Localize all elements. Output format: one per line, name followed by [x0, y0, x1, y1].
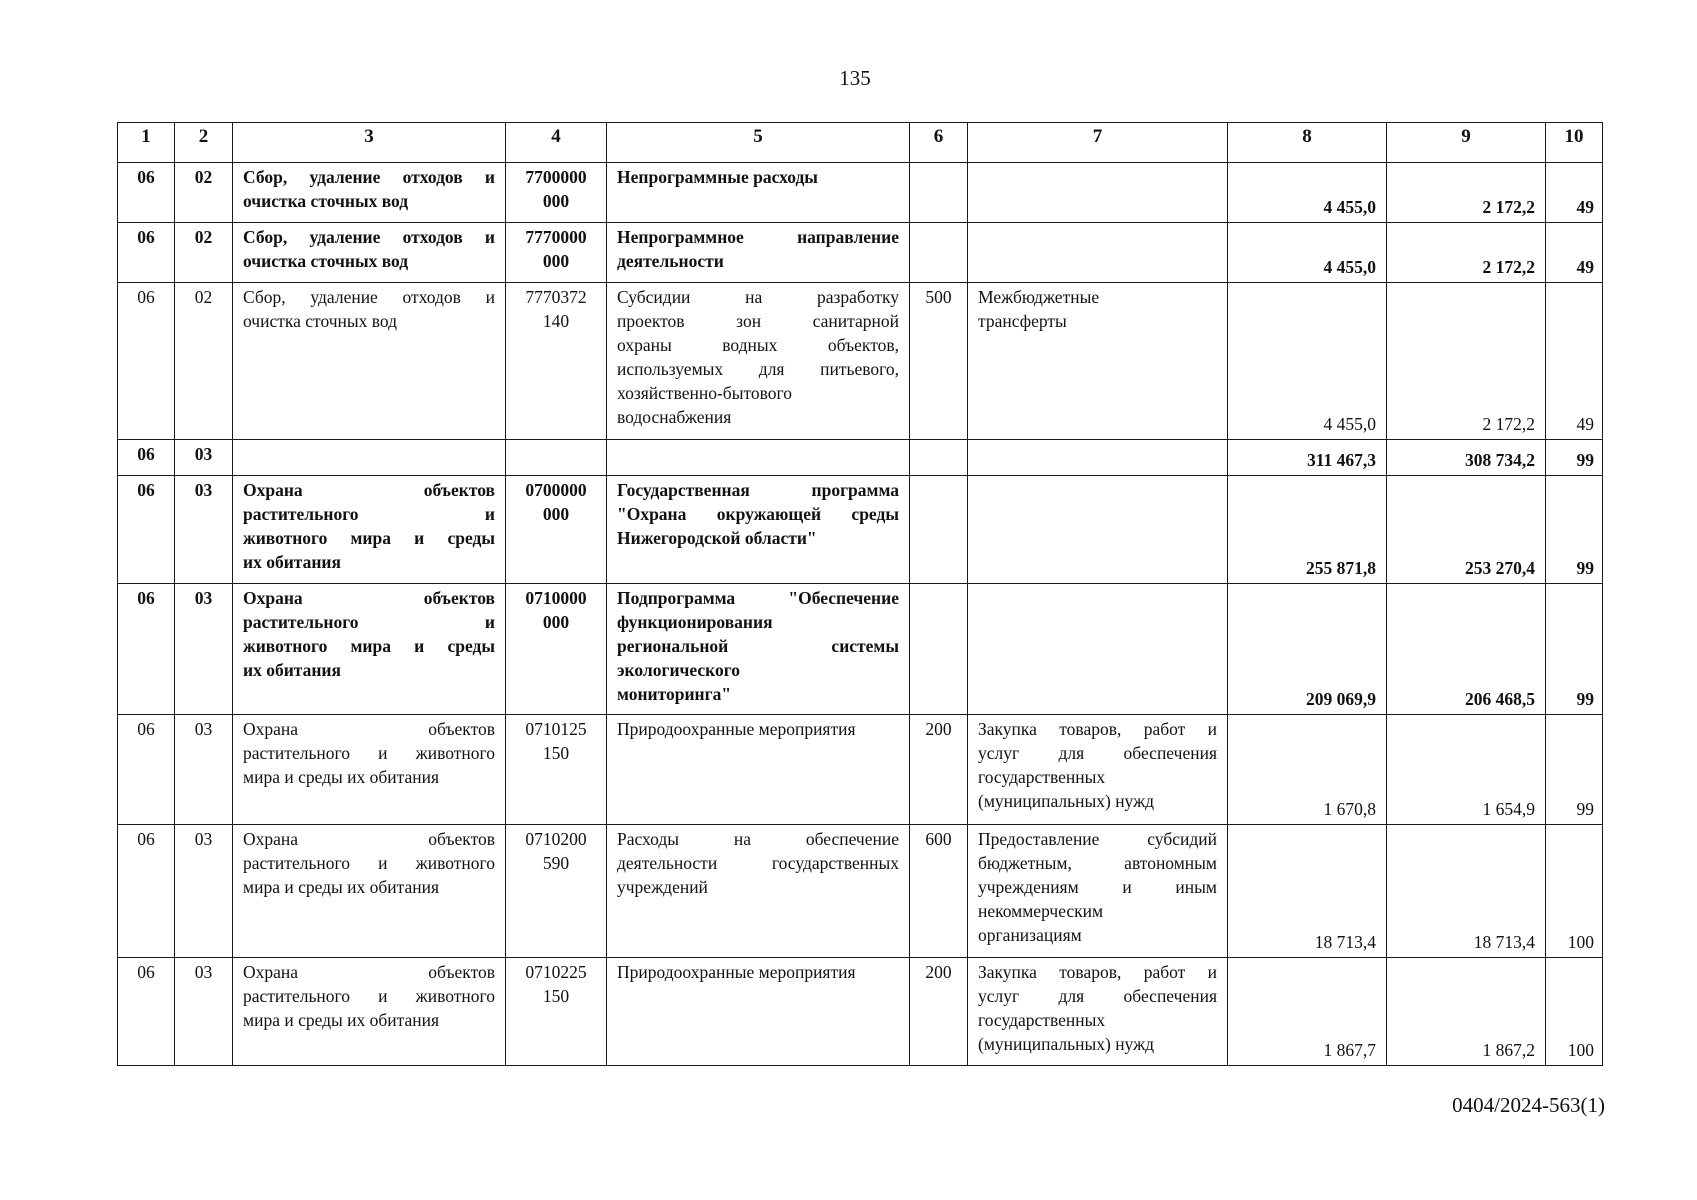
target-article-cell — [506, 715, 607, 825]
header-cell: 3 — [233, 123, 506, 163]
cell-line: растительного и животного — [243, 986, 495, 1006]
executed-amount-cell: 206 468,5 — [1387, 584, 1546, 715]
percent-cell: 99 — [1546, 440, 1603, 476]
subsection-code-cell: 03 — [175, 825, 233, 958]
cell-line: 7770000 — [525, 227, 587, 247]
article-name-cell — [607, 440, 910, 476]
planned-amount-cell: 4 455,0 — [1228, 283, 1387, 440]
section-code-cell: 06 — [118, 476, 175, 584]
cell-line: их обитания — [243, 660, 341, 680]
table-row — [118, 440, 1603, 476]
article-name-cell — [607, 584, 910, 715]
cell-line: мира и среды их обитания — [243, 767, 440, 787]
expense-type-cell: 200 — [910, 715, 968, 825]
cell-line: Сбор, удаление отходов и — [243, 287, 495, 307]
cell-line: 150 — [542, 743, 570, 763]
expense-type-name-cell — [968, 223, 1228, 283]
planned-amount-cell: 255 871,8 — [1228, 476, 1387, 584]
planned-amount-cell: 1 670,8 — [1228, 715, 1387, 825]
subsection-code-cell: 03 — [175, 584, 233, 715]
table-row — [118, 163, 1603, 223]
expense-type-name-cell — [968, 283, 1228, 440]
header-cell: 2 — [175, 123, 233, 163]
table-body — [118, 163, 1603, 1066]
planned-amount-cell: 311 467,3 — [1228, 440, 1387, 476]
subsection-code-cell: 03 — [175, 715, 233, 825]
cell-line: Природоохранные мероприятия — [617, 719, 856, 739]
expense-type-cell — [910, 440, 968, 476]
cell-line: Охрана объектов — [243, 962, 495, 982]
executed-amount-cell: 1 654,9 — [1387, 715, 1546, 825]
percent-cell: 100 — [1546, 958, 1603, 1066]
section-code-cell: 06 — [118, 715, 175, 825]
executed-amount-cell: 1 867,2 — [1387, 958, 1546, 1066]
budget-table — [117, 122, 1603, 1066]
expense-type-cell — [910, 584, 968, 715]
cell-line: Сбор, удаление отходов и — [243, 167, 495, 187]
cell-line: (муниципальных) нужд — [978, 1034, 1155, 1054]
expense-type-cell — [910, 223, 968, 283]
table-row — [118, 825, 1603, 958]
expense-type-name-cell — [968, 715, 1228, 825]
cell-line: 000 — [542, 251, 570, 271]
header-cell: 4 — [506, 123, 607, 163]
percent-cell: 99 — [1546, 715, 1603, 825]
expense-type-cell — [910, 476, 968, 584]
cell-line: Природоохранные мероприятия — [617, 962, 856, 982]
article-name-cell — [607, 958, 910, 1066]
table-row — [118, 958, 1603, 1066]
percent-cell: 49 — [1546, 283, 1603, 440]
cell-line: используемых для питьевого, — [617, 359, 899, 379]
target-article-cell — [506, 440, 607, 476]
target-article-cell — [506, 958, 607, 1066]
subsection-name-cell — [233, 958, 506, 1066]
cell-line: учреждениям и иным — [978, 877, 1217, 897]
subsection-code-cell: 02 — [175, 283, 233, 440]
cell-line: Межбюджетные — [978, 287, 1100, 307]
expense-type-name-cell — [968, 163, 1228, 223]
planned-amount-cell: 1 867,7 — [1228, 958, 1387, 1066]
header-cell: 1 — [118, 123, 175, 163]
cell-line: проектов зон санитарной — [617, 311, 899, 331]
cell-line: 000 — [542, 191, 570, 211]
planned-amount-cell: 4 455,0 — [1228, 163, 1387, 223]
cell-line: мира и среды их обитания — [243, 1010, 440, 1030]
percent-cell: 49 — [1546, 163, 1603, 223]
subsection-name-cell — [233, 584, 506, 715]
subsection-code-cell: 03 — [175, 958, 233, 1066]
section-code-cell: 06 — [118, 223, 175, 283]
percent-cell: 100 — [1546, 825, 1603, 958]
cell-line: растительного и животного — [243, 743, 495, 763]
header-cell: 9 — [1387, 123, 1546, 163]
target-article-cell — [506, 584, 607, 715]
cell-line: трансферты — [978, 311, 1067, 331]
subsection-name-cell — [233, 715, 506, 825]
cell-line: 000 — [542, 612, 570, 632]
executed-amount-cell: 2 172,2 — [1387, 283, 1546, 440]
cell-line: мира и среды их обитания — [243, 877, 440, 897]
header-cell: 7 — [968, 123, 1228, 163]
cell-line: хозяйственно-бытового — [617, 383, 793, 403]
cell-line: Закупка товаров, работ и — [978, 719, 1217, 739]
executed-amount-cell: 308 734,2 — [1387, 440, 1546, 476]
cell-line: водоснабжения — [617, 407, 732, 427]
executed-amount-cell: 2 172,2 — [1387, 223, 1546, 283]
expense-type-name-cell — [968, 958, 1228, 1066]
subsection-name-cell — [233, 163, 506, 223]
cell-line: организациям — [978, 925, 1082, 945]
percent-cell: 99 — [1546, 584, 1603, 715]
cell-line: мониторинга" — [617, 684, 732, 704]
cell-line: 590 — [542, 853, 570, 873]
cell-line: очистка сточных вод — [243, 311, 398, 331]
cell-line: очистка сточных вод — [243, 191, 409, 211]
cell-line: 7770372 — [525, 287, 587, 307]
section-code-cell: 06 — [118, 584, 175, 715]
percent-cell: 49 — [1546, 223, 1603, 283]
cell-line: Расходы на обеспечение — [617, 829, 899, 849]
cell-line: государственных — [978, 1010, 1106, 1030]
cell-line: животного мира и среды — [243, 636, 495, 656]
cell-line: услуг для обеспечения — [978, 986, 1217, 1006]
cell-line: деятельности государственных — [617, 853, 899, 873]
cell-line: Непрограммные расходы — [617, 167, 818, 187]
cell-line: учреждений — [617, 877, 708, 897]
cell-line: региональной системы — [617, 636, 899, 656]
cell-line: услуг для обеспечения — [978, 743, 1217, 763]
cell-line: растительного и животного — [243, 853, 495, 873]
cell-line: Охрана объектов — [243, 480, 495, 500]
header-cell: 10 — [1546, 123, 1603, 163]
subsection-code-cell: 03 — [175, 440, 233, 476]
cell-line: животного мира и среды — [243, 528, 495, 548]
subsection-code-cell: 03 — [175, 476, 233, 584]
executed-amount-cell: 253 270,4 — [1387, 476, 1546, 584]
cell-line: растительного и — [243, 612, 495, 632]
target-article-cell — [506, 223, 607, 283]
expense-type-name-cell — [968, 584, 1228, 715]
target-article-cell — [506, 825, 607, 958]
header-cell: 6 — [910, 123, 968, 163]
header-cell: 8 — [1228, 123, 1387, 163]
cell-line: Непрограммное направление — [617, 227, 899, 247]
cell-line: их обитания — [243, 552, 341, 572]
cell-line: Нижегородской области" — [617, 528, 817, 548]
section-code-cell: 06 — [118, 283, 175, 440]
article-name-cell — [607, 825, 910, 958]
article-name-cell — [607, 715, 910, 825]
cell-line: 0710000 — [525, 588, 587, 608]
table-row — [118, 715, 1603, 825]
cell-line: Сбор, удаление отходов и — [243, 227, 495, 247]
subsection-name-cell — [233, 223, 506, 283]
section-code-cell: 06 — [118, 825, 175, 958]
cell-line: 000 — [542, 504, 570, 524]
article-name-cell — [607, 476, 910, 584]
header-cell: 5 — [607, 123, 910, 163]
cell-line: "Охрана окружающей среды — [617, 504, 899, 524]
cell-line: очистка сточных вод — [243, 251, 409, 271]
cell-line: Охрана объектов — [243, 829, 495, 849]
expense-type-cell: 200 — [910, 958, 968, 1066]
section-code-cell: 06 — [118, 958, 175, 1066]
expense-type-name-cell — [968, 825, 1228, 958]
article-name-cell — [607, 163, 910, 223]
executed-amount-cell: 2 172,2 — [1387, 163, 1546, 223]
section-code-cell: 06 — [118, 440, 175, 476]
expense-type-cell — [910, 163, 968, 223]
executed-amount-cell: 18 713,4 — [1387, 825, 1546, 958]
article-name-cell — [607, 283, 910, 440]
table-row — [118, 476, 1603, 584]
table-row — [118, 584, 1603, 715]
subsection-code-cell: 02 — [175, 163, 233, 223]
subsection-code-cell: 02 — [175, 223, 233, 283]
cell-line: Субсидии на разработку — [617, 287, 899, 307]
cell-line: растительного и — [243, 504, 495, 524]
cell-line: 0710225 — [525, 962, 587, 982]
cell-line: 140 — [542, 311, 570, 331]
cell-line: охраны водных объектов, — [617, 335, 899, 355]
document-code: 0404/2024-563(1) — [1452, 1093, 1605, 1117]
cell-line: (муниципальных) нужд — [978, 791, 1155, 811]
planned-amount-cell: 209 069,9 — [1228, 584, 1387, 715]
cell-line: некоммерческим — [978, 901, 1104, 921]
subsection-name-cell — [233, 476, 506, 584]
cell-line: государственных — [978, 767, 1106, 787]
cell-line: 0700000 — [525, 480, 587, 500]
table-row — [118, 223, 1603, 283]
subsection-name-cell — [233, 440, 506, 476]
expense-type-cell: 600 — [910, 825, 968, 958]
cell-line: Охрана объектов — [243, 719, 495, 739]
target-article-cell — [506, 283, 607, 440]
cell-line: Государственная программа — [617, 480, 899, 500]
article-name-cell — [607, 223, 910, 283]
cell-line: Подпрограмма "Обеспечение — [617, 588, 899, 608]
expense-type-cell: 500 — [910, 283, 968, 440]
percent-cell: 99 — [1546, 476, 1603, 584]
cell-line: Предоставление субсидий — [978, 829, 1217, 849]
section-code-cell: 06 — [118, 163, 175, 223]
cell-line: функционирования — [617, 612, 773, 632]
expense-type-name-cell — [968, 476, 1228, 584]
cell-line: экологического — [617, 660, 741, 680]
table-row — [118, 283, 1603, 440]
planned-amount-cell: 4 455,0 — [1228, 223, 1387, 283]
cell-line: 7700000 — [525, 167, 587, 187]
planned-amount-cell: 18 713,4 — [1228, 825, 1387, 958]
page-number: 135 — [839, 66, 871, 90]
subsection-name-cell — [233, 283, 506, 440]
cell-line: 0710125 — [525, 719, 587, 739]
expense-type-name-cell — [968, 440, 1228, 476]
target-article-cell — [506, 476, 607, 584]
target-article-cell — [506, 163, 607, 223]
cell-line: 0710200 — [525, 829, 587, 849]
cell-line: деятельности — [617, 251, 724, 271]
cell-line: Закупка товаров, работ и — [978, 962, 1217, 982]
cell-line: бюджетным, автономным — [978, 853, 1217, 873]
cell-line: Охрана объектов — [243, 588, 495, 608]
header-row — [118, 123, 1603, 163]
subsection-name-cell — [233, 825, 506, 958]
cell-line: 150 — [542, 986, 570, 1006]
